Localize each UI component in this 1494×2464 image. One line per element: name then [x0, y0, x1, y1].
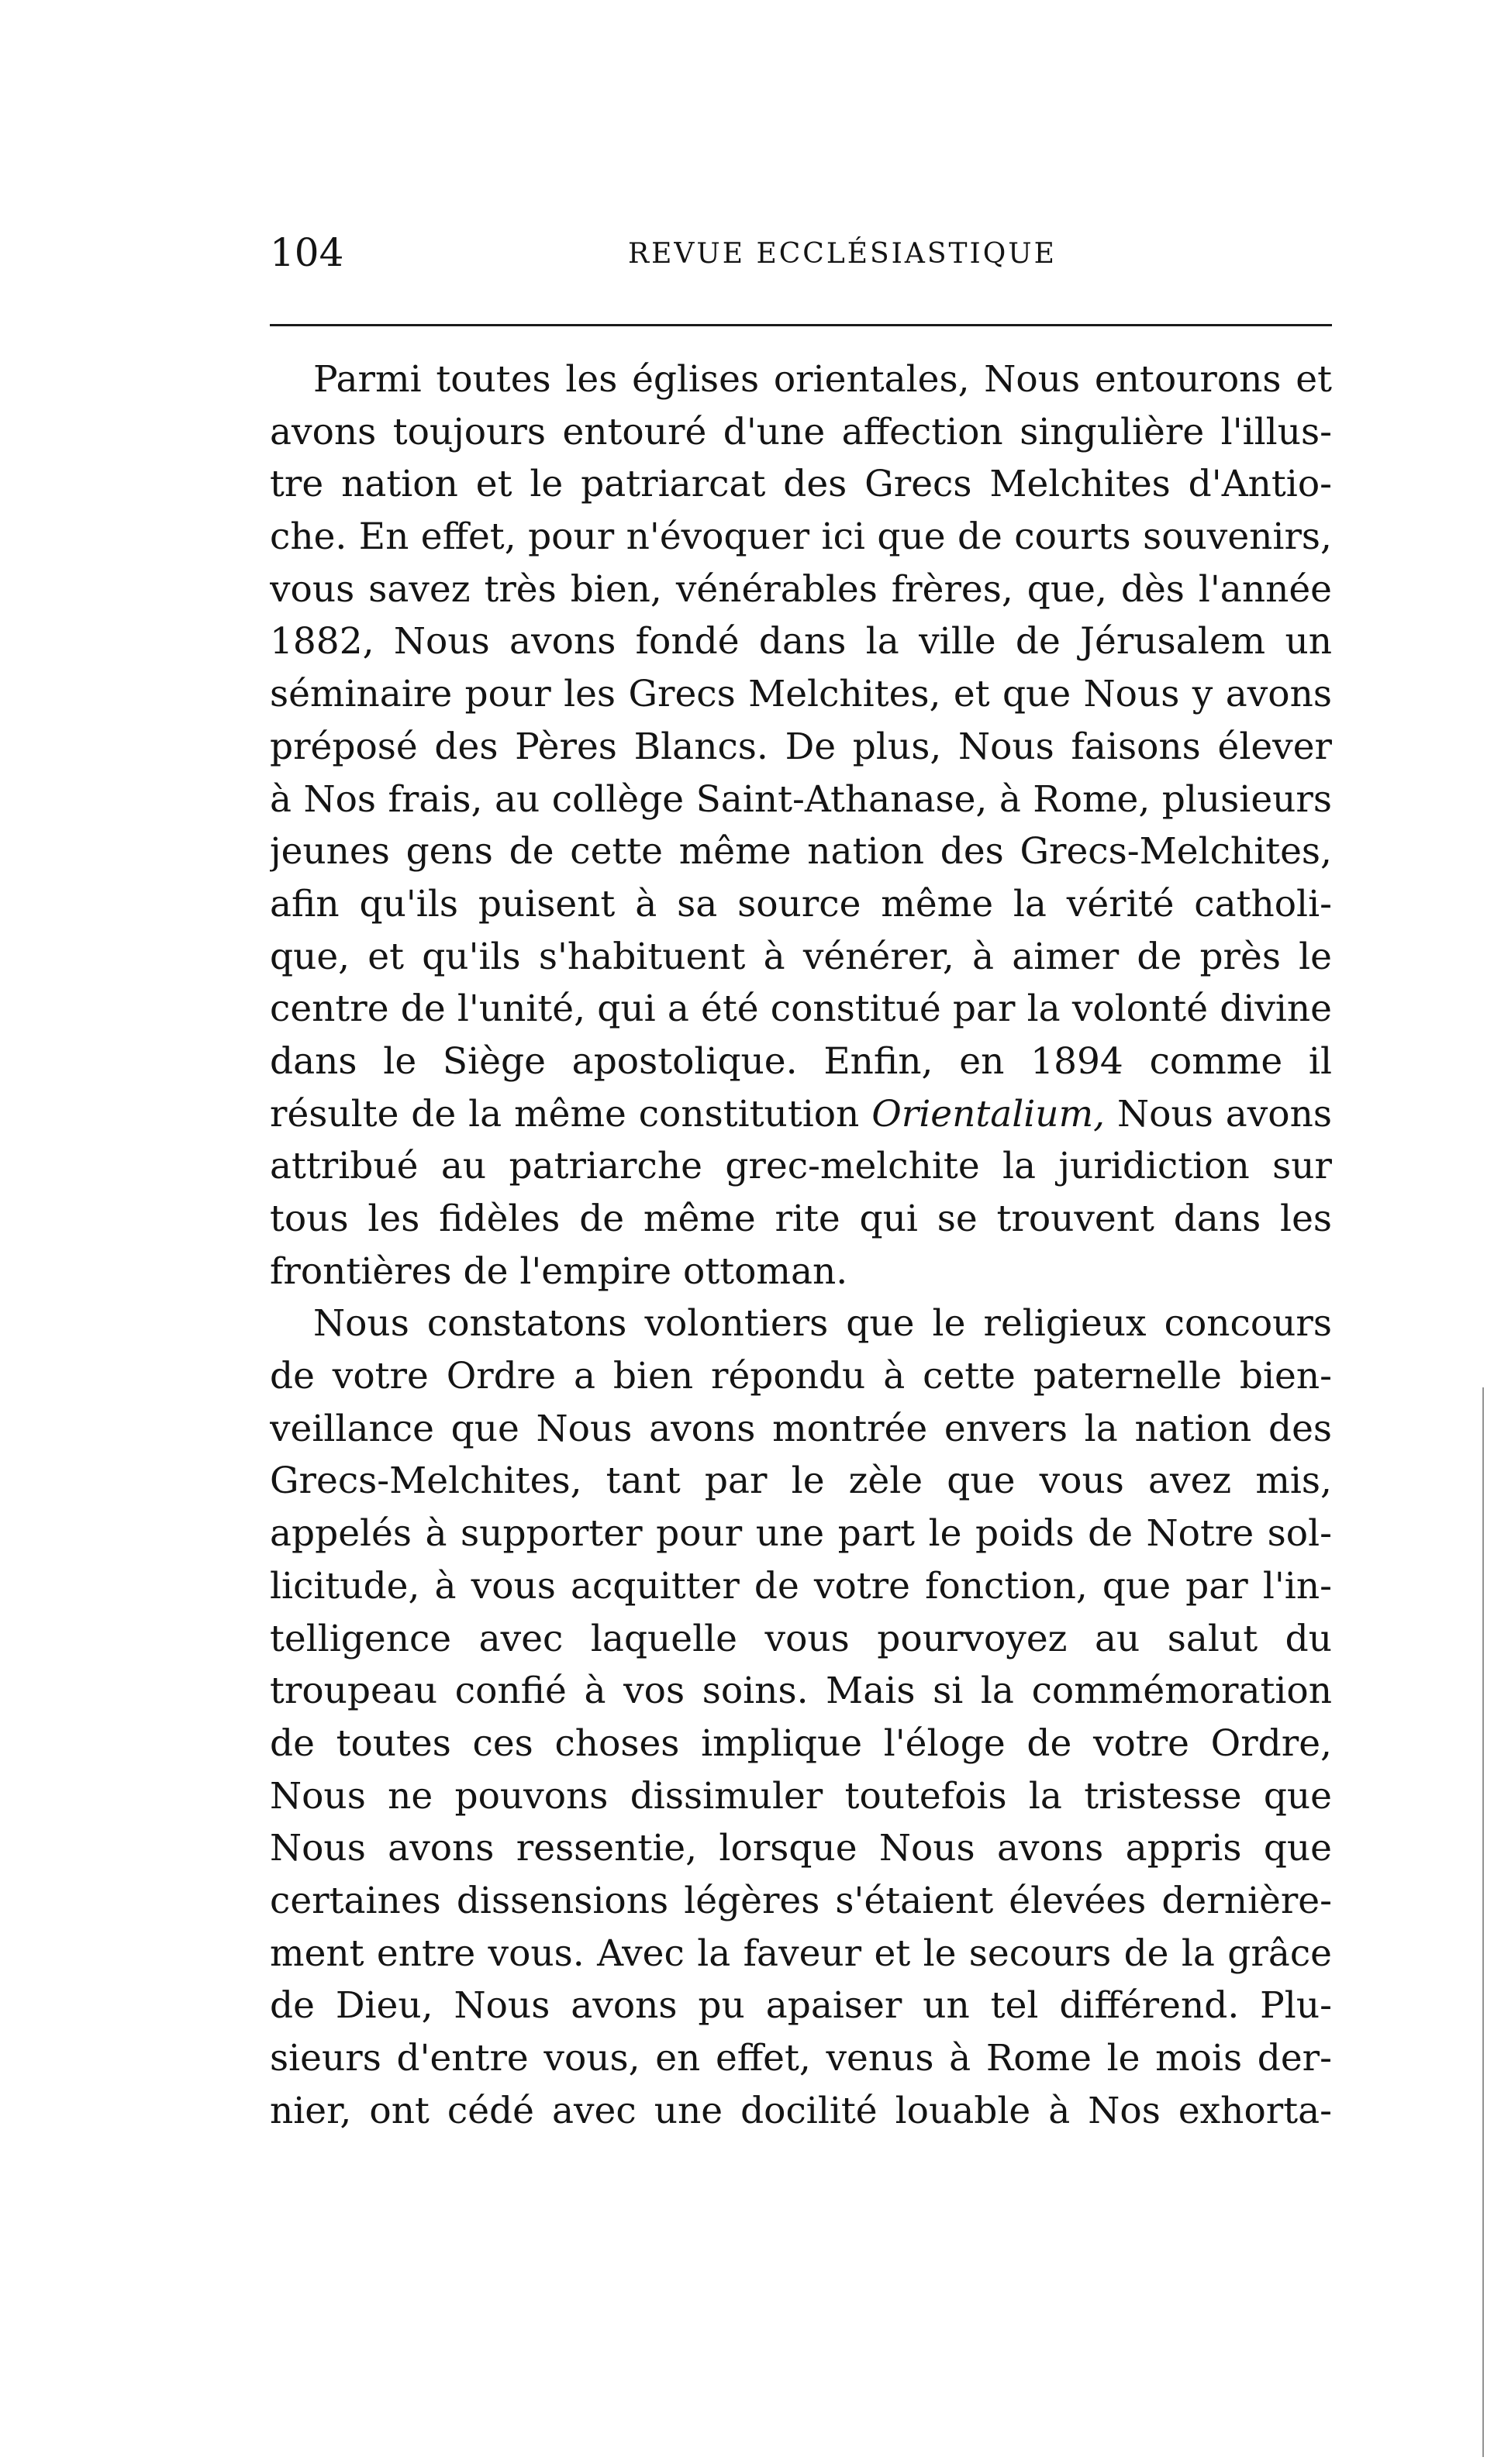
text-line: vous savez très bien, vénérables frères, que, dès l'année — [270, 567, 1332, 611]
text-line: ment entre vous. Avec la faveur et le secours de la grâce — [270, 1932, 1332, 1975]
text-line: Grecs-Melchites, tant par le zèle que vous avez mis, — [270, 1459, 1332, 1503]
text-line: de Dieu, Nous avons pu apaiser un tel différend. Plu- — [270, 1984, 1332, 2028]
text-line: appelés à supporter pour une part le poids de Notre sol- — [270, 1512, 1332, 1556]
text-line: de votre Ordre a bien répondu à cette paternelle bien- — [270, 1355, 1332, 1398]
text-line: de toutes ces choses implique l'éloge de votre Ordre, — [270, 1721, 1332, 1765]
page-number: 104 — [270, 230, 344, 275]
body-text — [270, 353, 1332, 2137]
text-line: afin qu'ils puisent à sa source même la vérité catholi- — [270, 882, 1332, 925]
text-line: Nous ne pouvons dissimuler toutefois la tristesse que — [270, 1774, 1332, 1818]
text-line: Parmi toutes les églises orientales, Nous entourons et — [313, 358, 1332, 401]
text-line: séminaire pour les Grecs Melchites, et que Nous y avons — [270, 673, 1332, 716]
header-rule — [270, 324, 1332, 326]
text-line: à Nos frais, au collège Saint-Athanase, à Rome, plusieurs — [270, 777, 1332, 821]
italic-title: Orientalium, — [871, 1092, 1106, 1136]
text-line: dans le Siège apostolique. Enfin, en 1894 comme il — [270, 1039, 1332, 1083]
text-line: que, et qu'ils s'habituent à vénérer, à aimer de près le — [270, 935, 1332, 978]
text-line: telligence avec laquelle vous pourvoyez au salut du — [270, 1617, 1332, 1660]
text-line: nier, ont cédé avec une docilité louable à Nos exhorta- — [270, 2089, 1332, 2132]
running-head: REVUE ECCLÉSIASTIQUE — [628, 238, 1057, 270]
text-segment: Nous avons — [1117, 1092, 1332, 1136]
text-line: tous les fidèles de même rite qui se trouvent dans les — [270, 1198, 1332, 1240]
text-line: centre de l'unité, qui a été constitué par la volonté divine — [270, 987, 1332, 1031]
text-line: avons toujours entouré d'une affection singulière l'illus- — [270, 410, 1332, 453]
text-line: certaines dissensions légères s'étaient élevées dernière- — [270, 1879, 1332, 1922]
text-line: licitude, à vous acquitter de votre fonction, que par l'in- — [270, 1564, 1332, 1608]
text-line: sieurs d'entre vous, en effet, venus à Rome le mois der- — [270, 2037, 1332, 2080]
text-line: Nous avons ressentie, lorsque Nous avons appris que — [270, 1827, 1332, 1870]
text-line: troupeau confié à vos soins. Mais si la commémoration — [270, 1670, 1332, 1713]
text-line — [270, 1088, 1332, 1141]
text-line: 1882, Nous avons fondé dans la ville de Jérusalem un — [270, 620, 1332, 663]
text-line: jeunes gens de cette même nation des Grecs-Melchites, — [270, 830, 1332, 874]
text-line: préposé des Pères Blancs. De plus, Nous faisons élever — [270, 725, 1332, 768]
text-line: che. En effet, pour n'évoquer ici que de courts souvenirs, — [270, 515, 1332, 559]
text-line: attribué au patriarche grec-melchite la juridiction sur — [270, 1145, 1332, 1188]
text-line: tre nation et le patriarcat des Grecs Melchites d'Antio- — [270, 463, 1332, 506]
text-line: veillance que Nous avons montrée envers la nation des — [270, 1407, 1332, 1450]
text-line: frontières de l'empire ottoman. — [270, 1249, 848, 1293]
text-line: Nous constatons volontiers que le religieux concours — [313, 1302, 1332, 1346]
page-edge-mark — [1482, 1387, 1484, 2457]
text-segment: résulte de la même constitution — [270, 1092, 860, 1136]
